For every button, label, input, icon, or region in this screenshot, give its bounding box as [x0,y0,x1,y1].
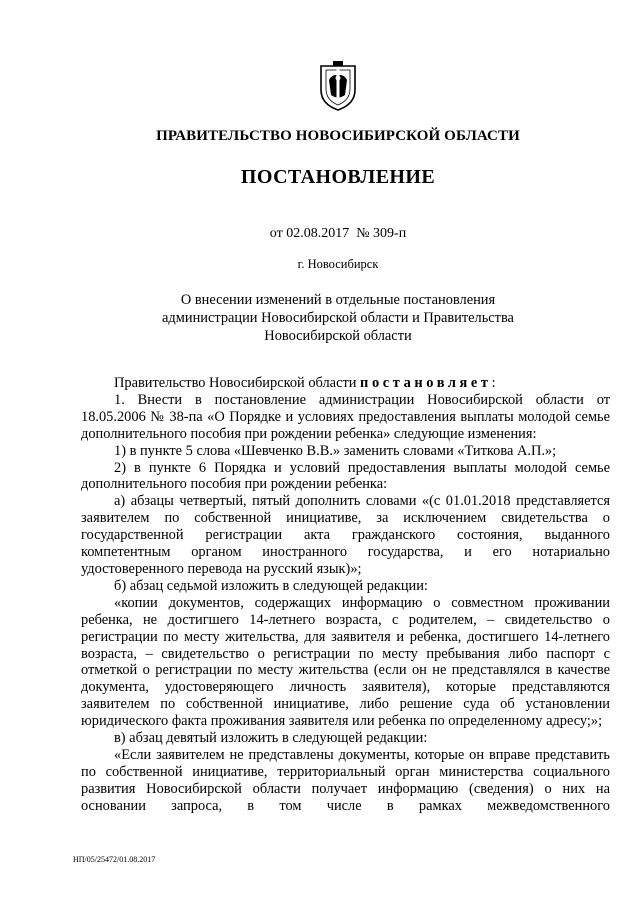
document-body [81,375,610,815]
document-type: ПОСТАНОВЛЕНИЕ [240,166,436,188]
city: г. Новосибирск [297,257,379,271]
body-paragraph: а) абзацы четвертый, пятый дополнить словами «(с 01.01.2018 представляется заявителем по собственной инициативе, за исключением свидетельства о государственной регистрации акта гражданского состояния, выданного компетентным органом иностранного государства, и его нотариально удостоверенного перевода на русский язык)»; [81,493,610,577]
subject-line: Новосибирской области [264,328,412,344]
body-paragraph: «копии документов, содержащих информацию о совместном проживании ребенка, не достигшего 14-летнего возраста, с родителем, – свидетельство о регистрации по месту жительства, для заявителя и ребенка, достигшего 14-летнего возраста, – свидетельство о регистрации по месту пребывания либо паспорт с отметкой о регистрации по месту жительства (если он не представлялся в качестве документа, удостоверяющего личность заявителя), которые представляются заявителем по собственной инициативе, либо решение суда об установлении юридического факта проживания заявителя или ребенка по определенному адресу;»; [81,594,610,730]
resolves-word: постановляет [360,375,492,391]
date-and-number: от 02.08.2017 № 309-п [269,226,407,241]
body-paragraph: в) абзац девятый изложить в следующей редакции: [114,730,428,747]
body-paragraph: б) абзац седьмой изложить в следующей редакции: [114,577,428,594]
body-paragraph: 2) в пункте 6 Порядка и условий предоставления выплаты молодой семье дополнительного пособия при рождении ребенка: [81,459,610,493]
subject-line: администрации Новосибирской области и Правительства [162,310,514,326]
body-paragraph [81,375,610,392]
footer-code: НП/05/25472/01.08.2017 [73,855,156,864]
subject-line: О внесении изменений в отдельные постановления [180,292,496,308]
government-name: ПРАВИТЕЛЬСТВО НОВОСИБИРСКОЙ ОБЛАСТИ [156,128,520,144]
preamble-text: Правительство Новосибирской области [114,375,361,391]
body-paragraph: 1. Внести в постановление администрации Новосибирской области от 18.05.2006 № 38-па «О Порядке и условиях предоставления выплаты молодой семье дополнительного пособия при рождении ребенка» следующие изменения: [81,391,610,442]
coat-of-arms-icon [318,60,358,112]
body-paragraph: «Если заявителем не представлены документы, которые он вправе представить по собственной инициативе, территориальный орган министерства социального развития Новосибирской области получает информацию (сведения) о них на основании запроса, в том числе в рамках межведомственного [81,746,610,814]
document-subject [0,291,640,345]
preamble-colon: : [491,375,496,391]
body-paragraph: 1) в пункте 5 слова «Шевченко В.В.» заменить словами «Титкова А.П.»; [114,442,557,459]
